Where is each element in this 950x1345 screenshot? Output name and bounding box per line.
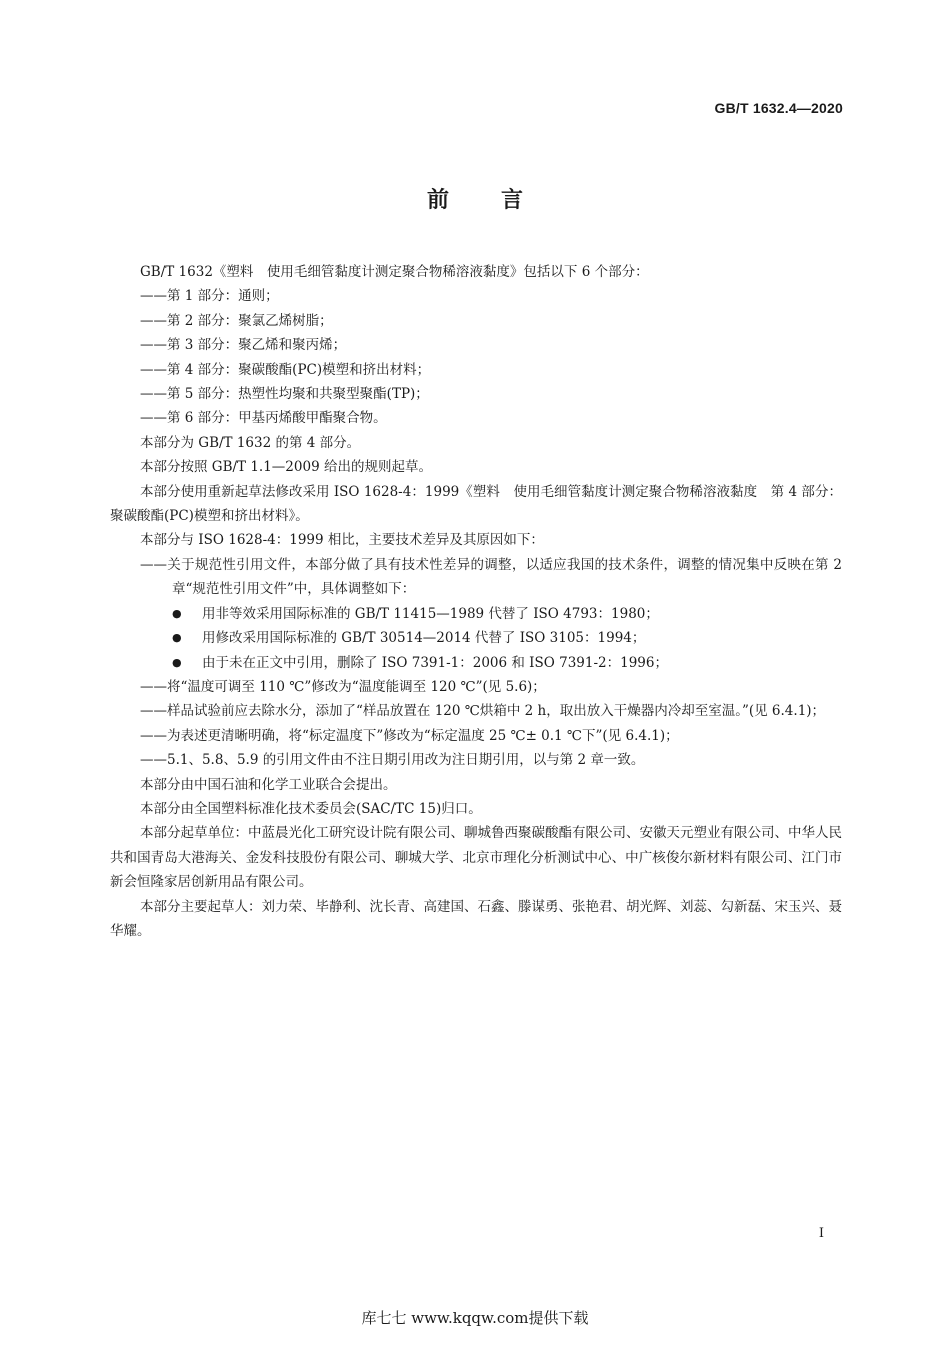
standard-code: GB/T 1632.4—2020: [714, 100, 843, 116]
part-list-item: ——第 5 部分：热塑性均聚和共聚型聚酯(TP)；: [140, 386, 429, 403]
download-footer: 库七七 www.kqqw.com提供下载: [361, 1309, 589, 1327]
iso-adoption: 本部分使用重新起草法修改采用 ISO 1628-4：1999《塑料 使用毛细管黏度计测定聚合物稀溶液黏度 第 4 部分：聚碳酸酯(PC)模塑和挤出材料》。: [110, 483, 842, 525]
part-statement: 本部分为 GB/T 1632 的第 4 部分。: [140, 434, 361, 451]
differences-intro: 本部分与 ISO 1628-4：1999 相比，主要技术差异及其原因如下：: [140, 532, 544, 549]
bullet-text: 用修改采用国际标准的 GB/T 30514—2014 代替了 ISO 3105：1994；: [202, 630, 646, 647]
part-list-item: ——第 2 部分：聚氯乙烯树脂；: [140, 312, 333, 329]
part-list-item: ——第 3 部分：聚乙烯和聚丙烯；: [140, 337, 347, 354]
difference-item: ——将“温度可调至 110 ℃”修改为“温度能调至 120 ℃”(见 5.6)；: [140, 678, 546, 695]
managed-by: 本部分由全国塑料标准化技术委员会(SAC/TC 15)归口。: [140, 800, 482, 817]
bullet-icon: ●: [172, 655, 182, 669]
drafters: 本部分主要起草人：刘力荣、毕静利、沈长青、高建国、石鑫、滕谋勇、张艳君、胡光辉、刘蕊、勾新磊、宋玉兴、聂华耀。: [110, 898, 842, 939]
bullet-icon: ●: [172, 631, 182, 645]
difference-item: ——为表述更清晰明确，将“标定温度下”修改为“标定温度 25 ℃± 0.1 ℃下”(见 6.4.1)；: [140, 727, 679, 744]
foreword-body: [110, 260, 842, 943]
difference-item: ——5.1、5.8、5.9 的引用文件由不注日期引用改为注日期引用，以与第 2 章一致。: [140, 752, 645, 769]
page-number: I: [818, 1226, 824, 1241]
difference-item: ——样品试验前应去除水分，添加了“样品放置在 120 ℃烘箱中 2 h，取出放入干燥器内冷却至室温。”(见 6.4.1)；: [140, 703, 826, 720]
difference-item: ——关于规范性引用文件，本部分做了具有技术性差异的调整，以适应我国的技术条件，调整的情况集中反映在第 2 章“规范性引用文件”中，具体调整如下：: [140, 556, 842, 598]
bullet-item: [110, 626, 842, 650]
bullet-icon: ●: [172, 606, 182, 620]
part-list-item: ——第 4 部分：聚碳酸酯(PC)模塑和挤出材料；: [140, 361, 431, 378]
bullet-item: [110, 651, 842, 675]
drafting-units: 本部分起草单位：中蓝晨光化工研究设计院有限公司、聊城鲁西聚碳酸酯有限公司、安徽天元塑业有限公司、中华人民共和国青岛大港海关、金发科技股份有限公司、聊城大学、北京市理化分析测试中心、中广核俊尔新材料有限公司、江门市新会恒隆家居创新用品有限公司。: [110, 825, 842, 891]
bullet-item: [110, 602, 842, 626]
page-title: 前言: [426, 188, 575, 213]
bullet-text: 用非等效采用国际标准的 GB/T 11415—1989 代替了 ISO 4793：1980；: [202, 605, 659, 622]
intro-paragraph: GB/T 1632《塑料 使用毛细管黏度计测定聚合物稀溶液黏度》包括以下 6 个部分：: [140, 264, 649, 280]
part-list-item: ——第 6 部分：甲基丙烯酸甲酯聚合物。: [140, 410, 387, 427]
part-list-item: ——第 1 部分：通则；: [140, 288, 279, 305]
proposed-by: 本部分由中国石油和化学工业联合会提出。: [140, 776, 397, 793]
bullet-text: 由于未在正文中引用，删除了 ISO 7391-1：2006 和 ISO 7391-2：1996；: [202, 654, 668, 671]
drafting-rules: 本部分按照 GB/T 1.1—2009 给出的规则起草。: [140, 459, 432, 476]
